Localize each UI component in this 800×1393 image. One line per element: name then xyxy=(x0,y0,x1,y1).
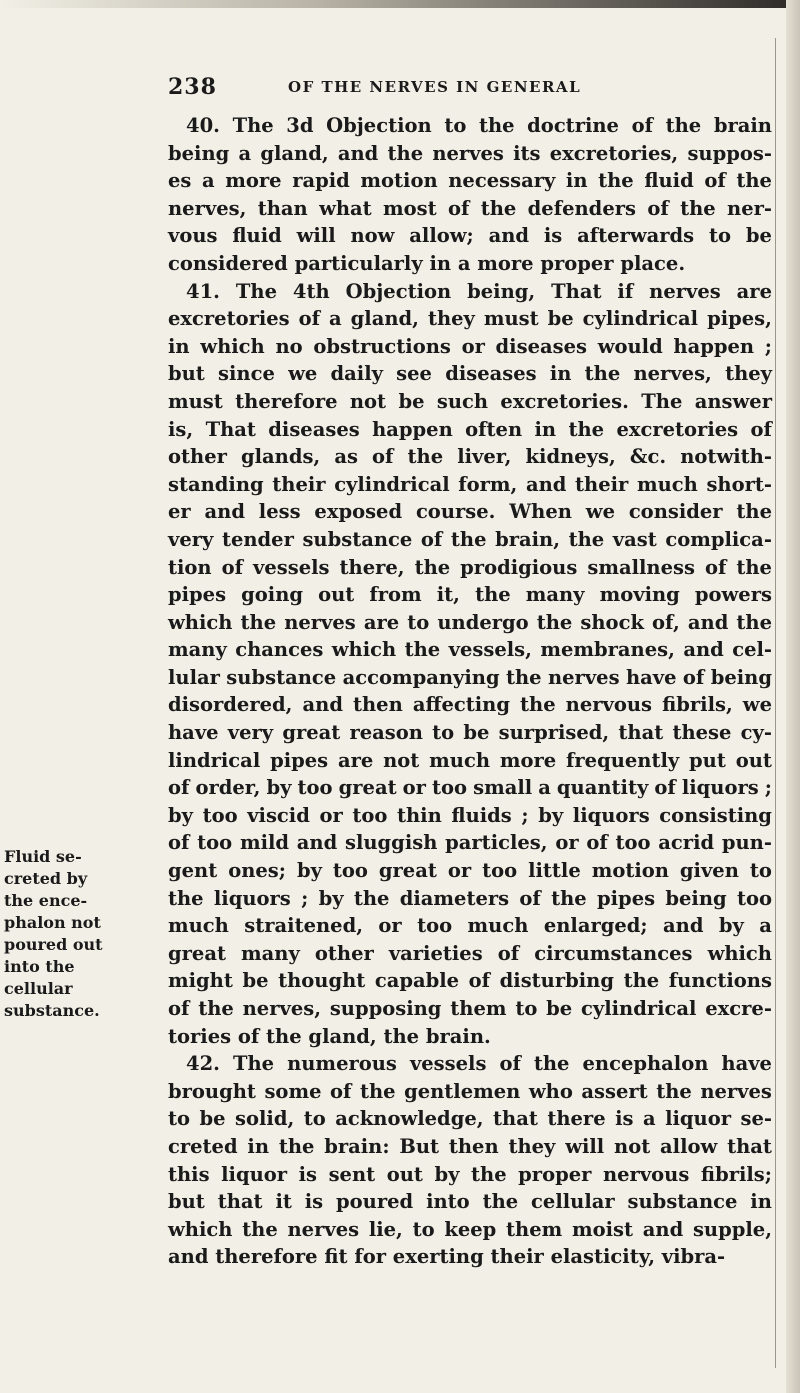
text-line: very tender substance of the brain, the vast complica- xyxy=(168,527,772,551)
text-line: creted in the brain: But then they will not allow that xyxy=(168,1134,772,1158)
margin-note-line: substance. xyxy=(4,1001,100,1020)
page-edge xyxy=(786,0,800,1393)
text-line: tories of the gland, the brain. xyxy=(168,1024,491,1048)
text-line: es a more rapid motion necessary in the fluid of the xyxy=(168,169,772,193)
text-line: nerves, than what most of the defenders of the ner- xyxy=(168,196,772,220)
page-top-shadow xyxy=(0,0,800,8)
text-line: lindrical pipes are not much more frequently put out xyxy=(168,748,772,772)
text-line: and therefore fit for exerting their elasticity, vibra- xyxy=(168,1245,726,1269)
page-header xyxy=(168,74,768,100)
margin-note-line: Fluid se- xyxy=(4,847,82,866)
margin-note-line: into the xyxy=(4,957,75,976)
text-line: have very great reason to be surprised, that these cy- xyxy=(168,721,772,745)
margin-note-line: the ence- xyxy=(4,891,88,910)
margin-note xyxy=(4,846,114,1022)
text-line: gent ones; by too great or too little motion given to xyxy=(168,859,772,883)
text-line: to be solid, to acknowledge, that there is a liquor se- xyxy=(168,1107,772,1131)
text-line: must therefore not be such excretories. The answer xyxy=(168,389,772,413)
text-line: lular substance accompanying the nerves have of being xyxy=(168,665,772,689)
text-line: 42. The numerous vessels of the encephalon have xyxy=(186,1052,772,1076)
text-line: 41. The 4th Objection being, That if nerves are xyxy=(186,279,772,303)
text-line: in which no obstructions or diseases would happen ; xyxy=(168,334,772,358)
running-head: OF THE NERVES IN GENERAL xyxy=(288,78,582,96)
text-line: of the nerves, supposing them to be cylindrical excre- xyxy=(168,997,772,1020)
text-line: but since we daily see diseases in the nerves, they xyxy=(168,362,772,386)
text-line: being a gland, and the nerves its excretories, suppos- xyxy=(168,141,772,165)
text-line: might be thought capable of disturbing the functions xyxy=(168,969,772,993)
page-fold-line xyxy=(775,38,776,1368)
text-line: tion of vessels there, the prodigious smallness of the xyxy=(168,555,772,579)
text-line: the liquors ; by the diameters of the pipes being too xyxy=(168,886,772,910)
text-line: excretories of a gland, they must be cylindrical pipes, xyxy=(168,307,772,331)
text-line: of too mild and sluggish particles, or of too acrid pun- xyxy=(168,831,772,855)
text-line: disordered, and then affecting the nervous fibrils, we xyxy=(168,693,772,717)
body-text xyxy=(168,112,772,1271)
text-line: considered particularly in a more proper place. xyxy=(168,251,686,275)
text-line: which the nerves are to undergo the shock of, and the xyxy=(168,610,772,634)
text-line: of order, by too great or too small a quantity of liquors ; xyxy=(168,776,772,800)
text-line: other glands, as of the liver, kidneys, &c. notwith- xyxy=(168,445,772,469)
text-line: much straitened, or too much enlarged; and by a xyxy=(168,914,772,938)
margin-note-line: poured out xyxy=(4,935,103,954)
text-line: standing their cylindrical form, and their much short- xyxy=(168,472,772,496)
page-number: 238 xyxy=(168,74,217,100)
text-line: great many other varieties of circumstances which xyxy=(168,941,772,965)
text-line: brought some of the gentlemen who assert the nerves xyxy=(168,1079,772,1103)
text-line: pipes going out from it, the many moving powers xyxy=(168,583,772,607)
text-line: is, That diseases happen often in the excretories of xyxy=(168,417,772,441)
margin-note-line: creted by xyxy=(4,869,88,888)
text-line: vous fluid will now allow; and is afterwards to be xyxy=(168,224,772,248)
text-line: many chances which the vessels, membranes, and cel- xyxy=(168,638,772,662)
text-line: this liquor is sent out by the proper nervous fibrils; xyxy=(168,1162,772,1186)
margin-note-line: phalon not xyxy=(4,913,101,932)
text-line: which the nerves lie, to keep them moist and supple, xyxy=(168,1217,772,1241)
margin-note-line: cellular xyxy=(4,979,73,998)
text-line: 40. The 3d Objection to the doctrine of the brain xyxy=(186,114,772,137)
text-line: but that it is poured into the cellular substance in xyxy=(168,1190,772,1214)
text-line: by too viscid or too thin fluids ; by liquors consisting xyxy=(168,803,772,827)
text-line: er and less exposed course. When we consider the xyxy=(168,500,772,524)
